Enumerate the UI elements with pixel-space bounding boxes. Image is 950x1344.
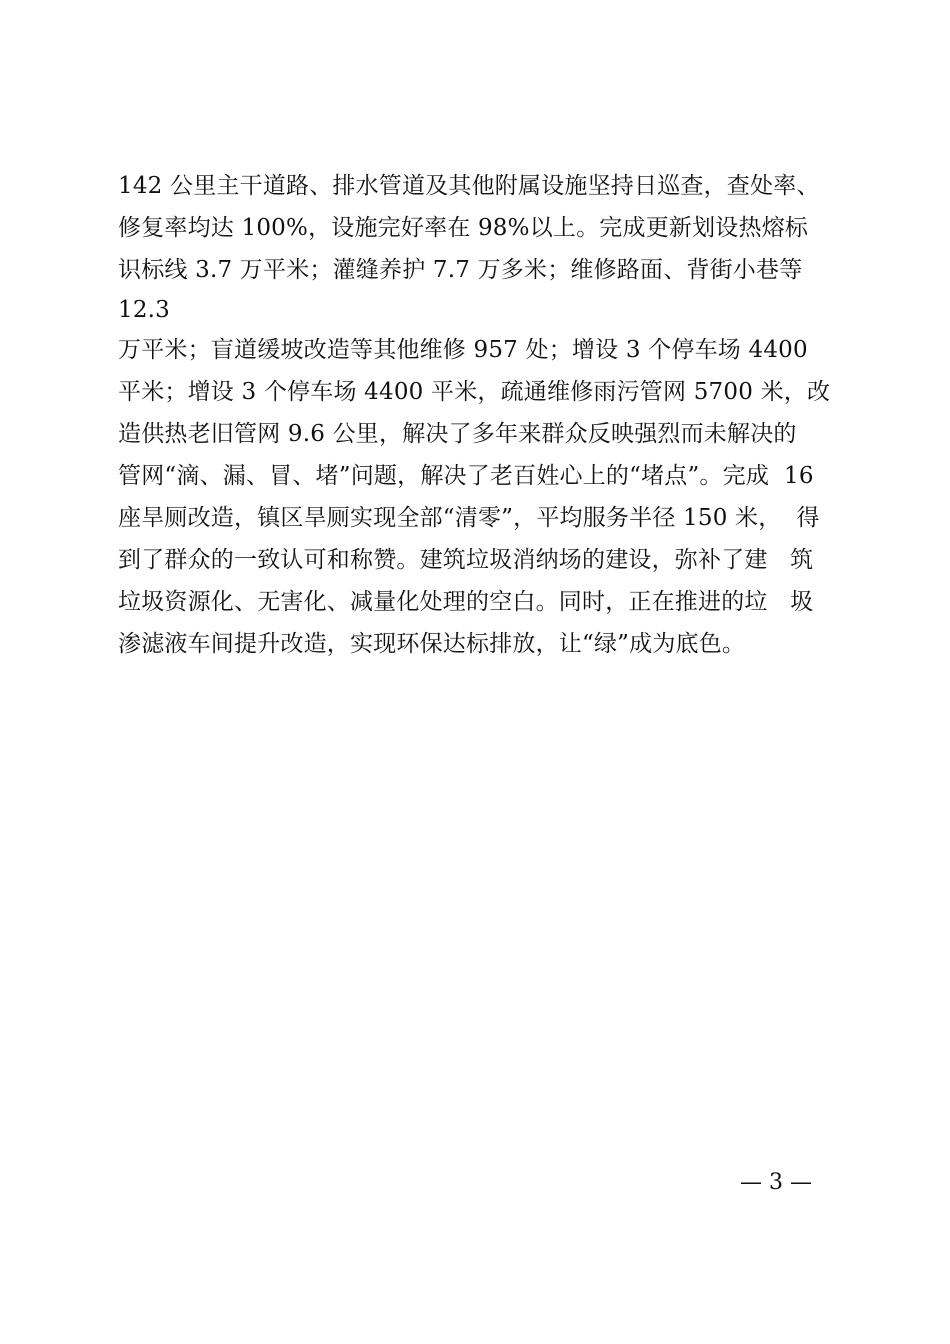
text-line: 垃圾资源化、无害化、减量化处理的空白。同时，正在推进的垃 圾 — [118, 589, 814, 615]
text-line: 识标线 3.7 万平米；灌缝养护 7.7 万多米；维修路面、背街小巷等 — [118, 257, 803, 283]
text-line: 管网“滴、漏、冒、堵”问题，解决了老百姓心上的“堵点”。完成 16 — [118, 463, 814, 489]
page-number: — 3 — — [740, 1170, 812, 1195]
text-line: 万平米；盲道缓坡改造等其他维修 957 处；增设 3 个停车场 4400 — [118, 337, 808, 363]
text-line: 渗滤液车间提升改造，实现环保达标排放，让“绿”成为底色。 — [118, 631, 746, 657]
text-line: 座旱厕改造，镇区旱厕实现全部“清零”，平均服务半径 150 米， 得 — [118, 505, 820, 531]
text-line: 142 公里主干道路、排水管道及其他附属设施坚持日巡查，查处率、 — [118, 173, 820, 199]
text-line: 修复率均达 100%，设施完好率在 98%以上。完成更新划设热熔标 — [118, 215, 809, 241]
text-line: 平米；增设 3 个停车场 4400 平米，疏通维修雨污管网 5700 米，改 — [118, 379, 831, 405]
text-line: 12.3 — [118, 297, 171, 323]
text-line: 造供热老旧管网 9.6 公里，解决了多年来群众反映强烈而未解决的 — [118, 421, 797, 447]
body-text — [118, 165, 838, 665]
text-line: 到了群众的一致认可和称赞。建筑垃圾消纳场的建设，弥补了建 筑 — [118, 547, 814, 573]
